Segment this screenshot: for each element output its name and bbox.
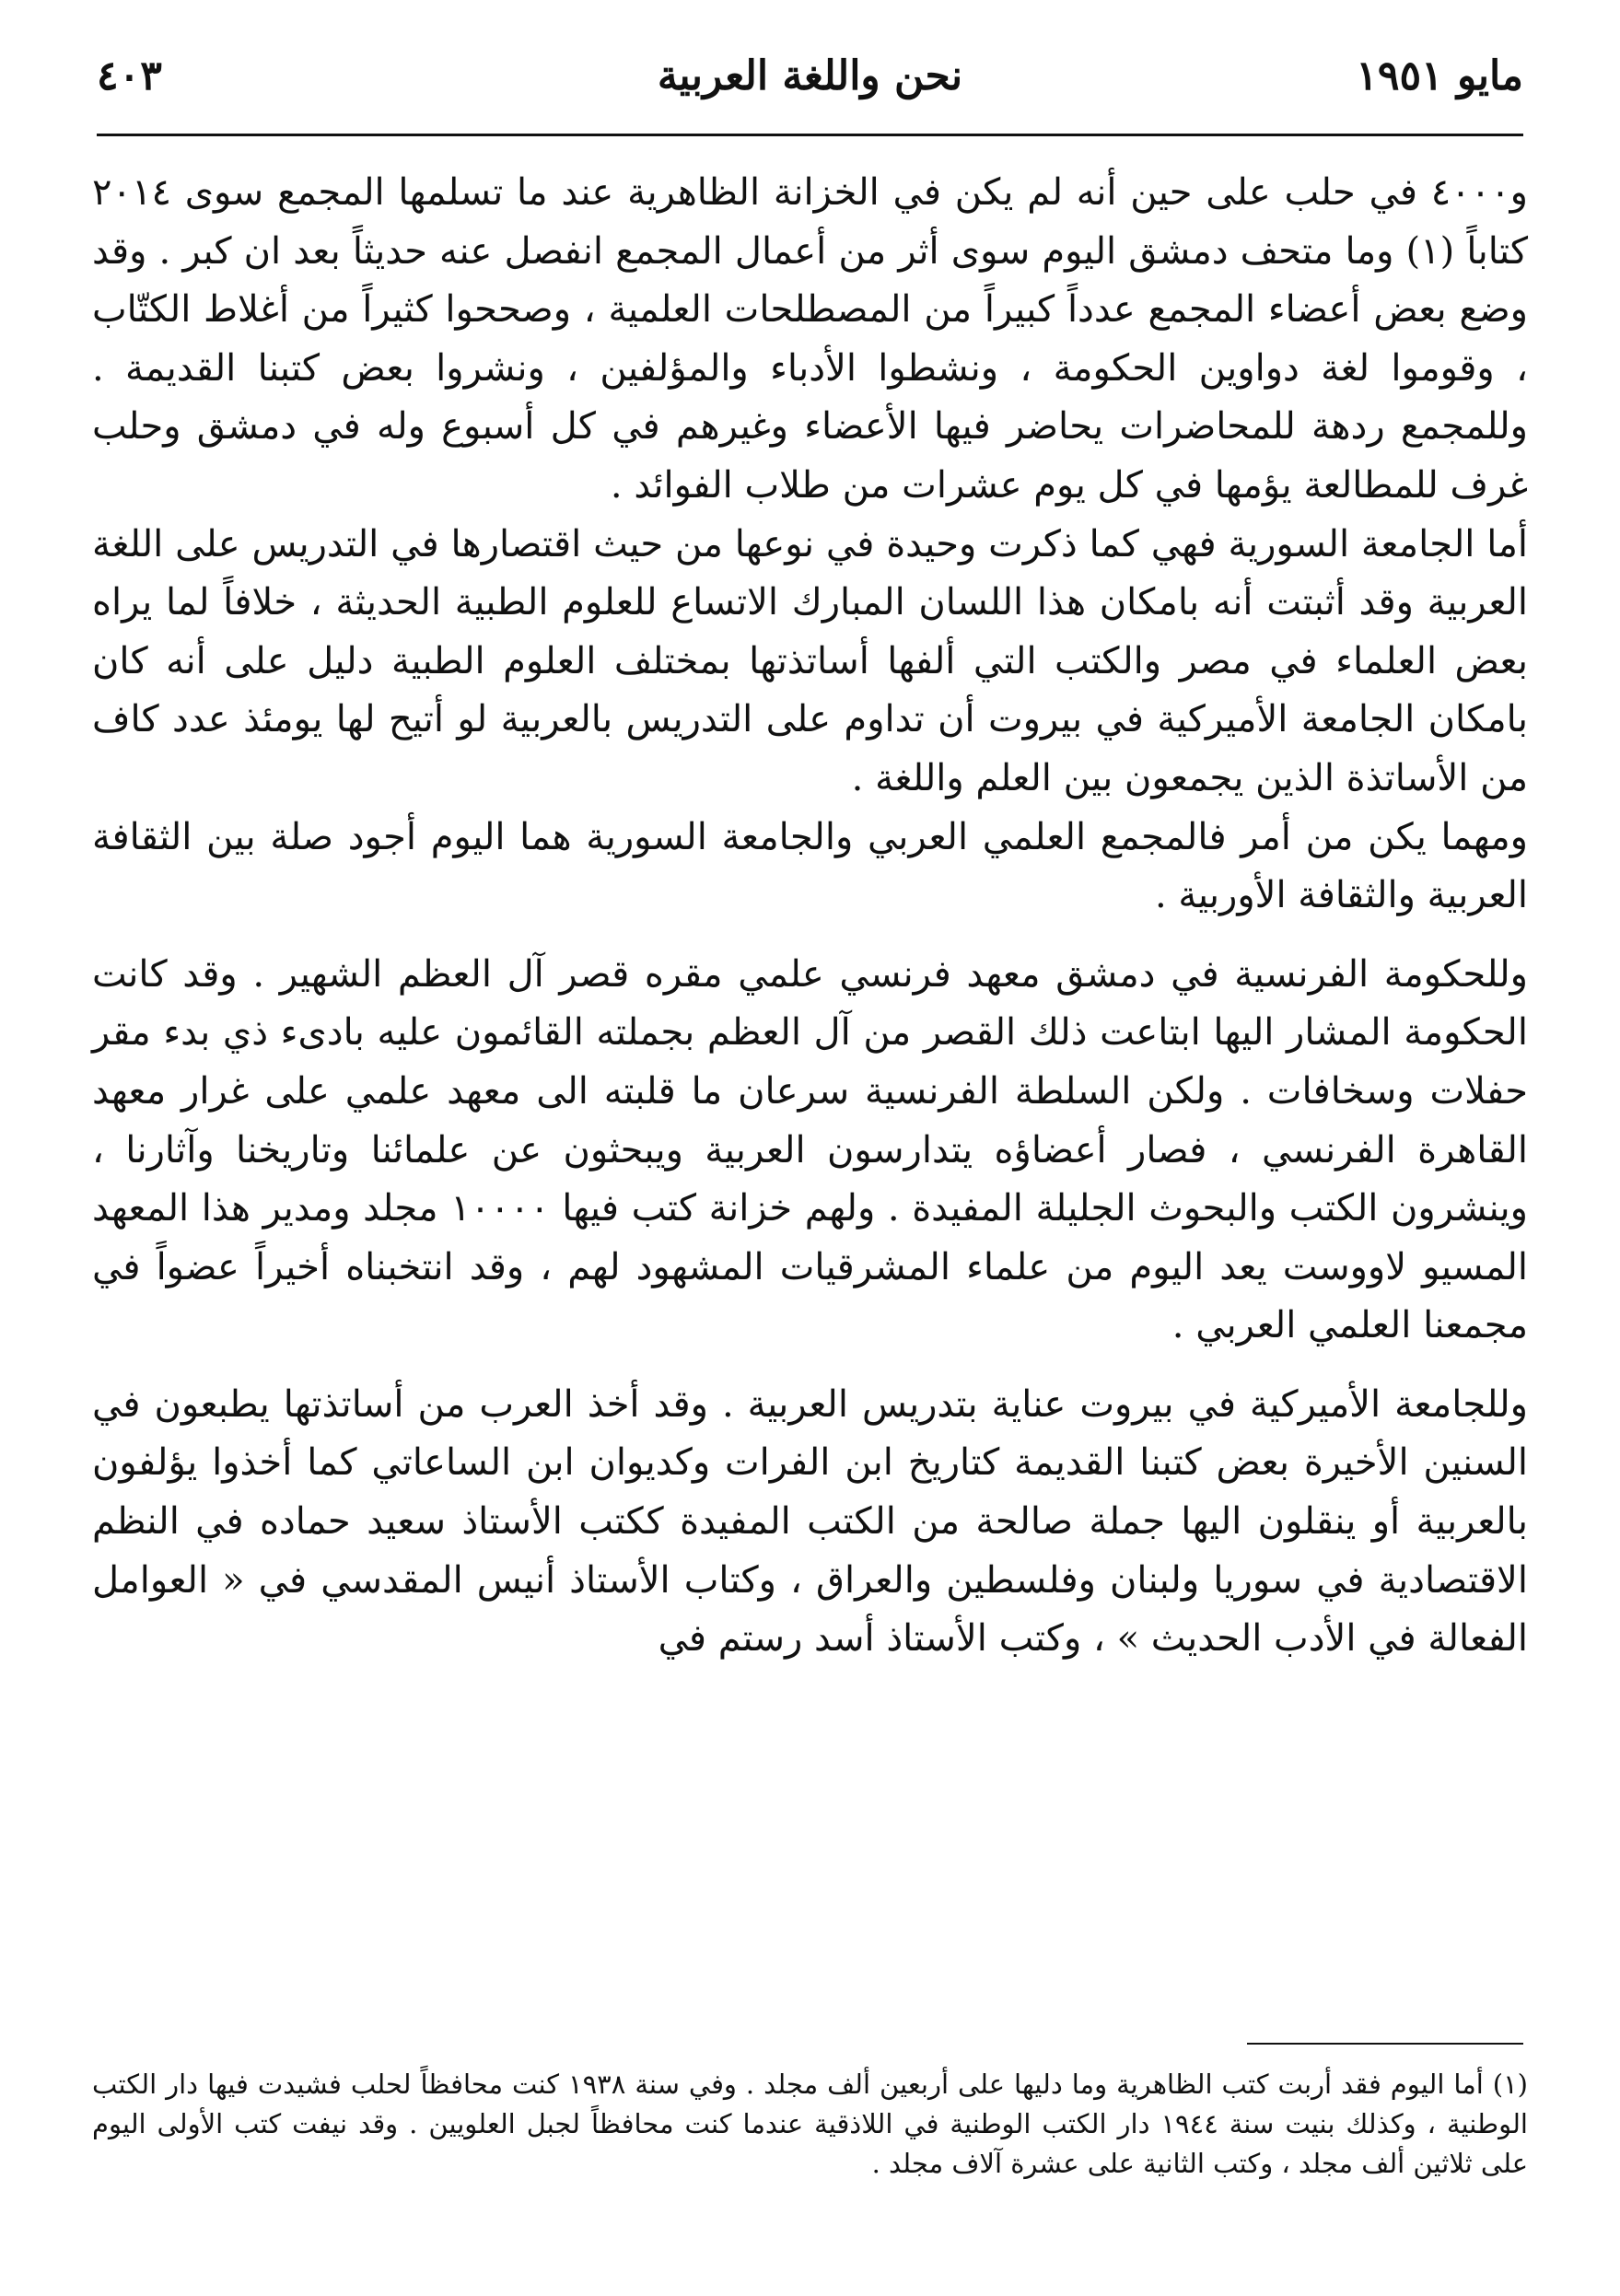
footnote: (١) أما اليوم فقد أربت كتب الظاهرية وما دليها على أربعين ألف مجلد . وفي سنة ١٩٣٨ كنت محافظاً لحلب فشيدت فيها دار الكتب الوطنية ، وكذلك بنيت سنة ١٩٤٤ دار الكتب الوطنية في اللاذقية عندما كنت محافظاً لجبل العلويين . وقد نيفت كتب الأولى اليوم على ثلاثين ألف مجلد ، وكتب الثانية على عشرة آلاف مجلد .	[92, 2069, 1528, 2179]
paragraph-1: و٤٠٠٠ في حلب على حين أنه لم يكن في الخزانة الظاهرية عند ما تسلمها المجمع سوى ٢٠١٤ كتاباً (١) وما متحف دمشق اليوم سوى أثر من أعمال المجمع انفصل عنه حديثاً بعد ان كبر . وقد وضع بعض أعضاء المجمع عدداً كبيراً من المصطلحات العلمية ، وصححوا كثيراً من أغلاط الكتّاب ، وقوموا لغة دواوين الحكومة ، ونشطوا الأدباء والمؤلفين ، ونشروا بعض كتبنا القديمة . وللمجمع ردهة للمحاضرات يحاضر فيها الأعضاء وغيرهم في كل أسبوع وله في دمشق وحلب غرف للمطالعة يؤمها في كل يوم عشرات من طلاب الفوائد .	[92, 171, 1528, 507]
paragraph-4: وللحكومة الفرنسية في دمشق معهد فرنسي علمي مقره قصر آل العظم الشهير . وقد كانت الحكومة المشار اليها ابتاعت ذلك القصر من آل العظم بجملته القائمون عليه بادىء ذي بدء مقر حفلات وسخافات . ولكن السلطة الفرنسية سرعان ما قلبته الى معهد علمي على غرار معهد القاهرة الفرنسي ، فصار أعضاؤه يتدارسون العربية ويبحثون عن علمائنا وتاريخنا وآثارنا ، وينشرون الكتب والبحوث الجليلة المفيدة . ولهم خزانة كتب فيها ١٠٠٠٠ مجلد ومدير هذا المعهد المسيو لاووست يعد اليوم من علماء المشرقيات المشهود لهم ، وقد انتخبناه أخيراً عضواً في مجمعنا العلمي العربي .	[92, 952, 1528, 1347]
paragraph-5: وللجامعة الأميركية في بيروت عناية بتدريس العربية . وقد أخذ العرب من أساتذتها يطبعون في السنين الأخيرة بعض كتبنا القديمة كتاريخ ابن الفرات وكديوان ابن الساعاتي كما أخذوا يؤلفون بالعربية أو ينقلون اليها جملة صالحة من الكتب المفيدة ككتب الأستاذ سعيد حماده في النظم الاقتصادية في سوريا ولبنان وفلسطين والعراق ، وكتاب الأستاذ أنيس المقدسي في « العوامل الفعالة في الأدب الحديث » ، وكتب الأستاذ أسد رستم في	[92, 1382, 1529, 1661]
header-title: نحن واللغة العربية	[657, 52, 963, 99]
footnote-rule	[1247, 2043, 1523, 2045]
body-text	[92, 164, 1528, 1669]
running-header	[97, 44, 1523, 109]
header-rule	[97, 134, 1523, 136]
paragraph-2: أما الجامعة السورية فهي كما ذكرت وحيدة في نوعها من حيث اقتصارها في التدريس على اللغة العربية وقد أثبتت أنه بامكان هذا اللسان المبارك الاتساع للعلوم الطبية الحديثة ، خلافاً لما يراه بعض العلماء في مصر والكتب التي ألفها أساتذتها بمختلف العلوم الطبية دليل على أنه كان بامكان الجامعة الأميركية في بيروت أن تداوم على التدريس بالعربية لو أتيح لها يومئذ عدد كاف من الأساتذة الذين يجمعون بين العلم واللغة .	[92, 522, 1528, 799]
paragraph-3: ومهما يكن من أمر فالمجمع العلمي العربي والجامعة السورية هما اليوم أجود صلة بين الثقافة العربية والثقافة الأوربية .	[92, 815, 1528, 917]
header-date: مايو ١٩٥١	[1356, 52, 1523, 99]
page-number: ٤٠٣	[97, 52, 162, 99]
